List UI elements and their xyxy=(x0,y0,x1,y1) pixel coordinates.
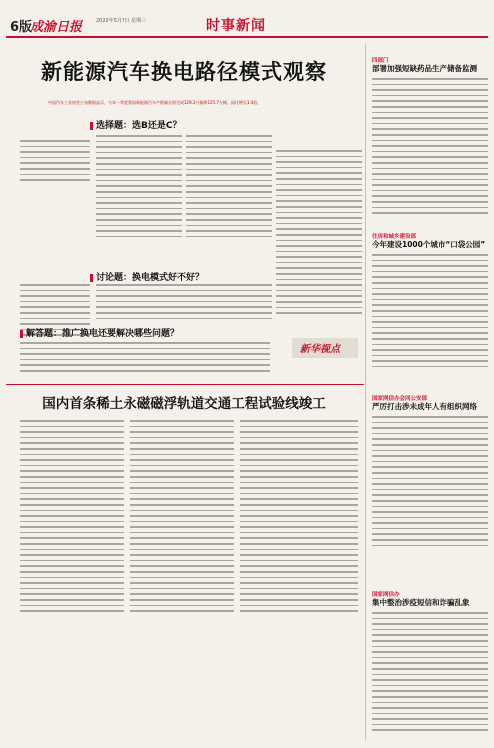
right-label-4: 国家网信办 xyxy=(372,592,400,598)
header-rule xyxy=(6,36,488,38)
right-label-1: 四部门 xyxy=(372,58,389,64)
page-number: 6版 xyxy=(10,20,33,35)
body-text-col-2 xyxy=(96,135,182,241)
subhead-1-text: 选择题：选B还是C？ xyxy=(96,121,182,131)
subhead-marker xyxy=(20,330,23,338)
body-text-col-1c xyxy=(20,342,270,376)
issue-meta: 2022年5月?日 星期三 xyxy=(96,18,147,24)
main-headline: 新能源汽车换电路径模式观察 xyxy=(41,60,327,84)
subhead-marker xyxy=(90,122,93,130)
second-text-col-3 xyxy=(240,420,358,616)
second-text-col-1 xyxy=(20,420,124,616)
subhead-3-text: 解答题：推广换电还要解决哪些问题？ xyxy=(26,329,180,339)
subhead-2-text: 讨论题：换电模式好不好？ xyxy=(96,273,205,283)
article-divider xyxy=(6,384,364,385)
paper-name: 成渝日报 xyxy=(30,20,83,35)
subhead-1 xyxy=(90,118,181,131)
right-headline-1: 部署加强短缺药品生产储备监测 xyxy=(372,64,477,73)
right-headline-3: 严厉打击涉未成年人有组织网络 xyxy=(372,402,477,411)
main-lead: 中国汽车工业协会公布数据显示，今年一季度我国新能源汽车产销量分别完成129.3万辆和125.7万辆，同比增长1.4倍。 xyxy=(48,100,262,105)
body-text-col-1 xyxy=(20,140,90,185)
right-text-2 xyxy=(372,254,488,371)
right-headline-2: 今年建设1000个城市“口袋公园” xyxy=(372,240,486,249)
right-text-3 xyxy=(372,416,488,550)
body-text-col-3 xyxy=(186,135,272,241)
right-label-2: 住房和城乡建设部 xyxy=(372,234,417,240)
xinhua-logo: 新华视点 xyxy=(300,344,340,355)
section-title: 时事新闻 xyxy=(206,18,266,34)
right-label-3: 国家网信办会同公安部 xyxy=(372,396,428,402)
second-text-col-2 xyxy=(130,420,234,616)
right-headline-4: 集中整治涉疫短信和诈骗乱象 xyxy=(372,598,470,607)
subhead-3 xyxy=(20,326,179,339)
right-text-1 xyxy=(372,78,488,218)
masthead xyxy=(6,14,488,36)
column-rule xyxy=(365,44,366,740)
subhead-marker xyxy=(90,274,93,282)
body-text-col-2b xyxy=(96,284,272,323)
second-headline: 国内首条稀土永磁磁浮轨道交通工程试验线竣工 xyxy=(42,396,326,412)
subhead-2 xyxy=(90,270,204,283)
body-text-col-4 xyxy=(276,150,362,318)
right-text-4 xyxy=(372,612,488,735)
